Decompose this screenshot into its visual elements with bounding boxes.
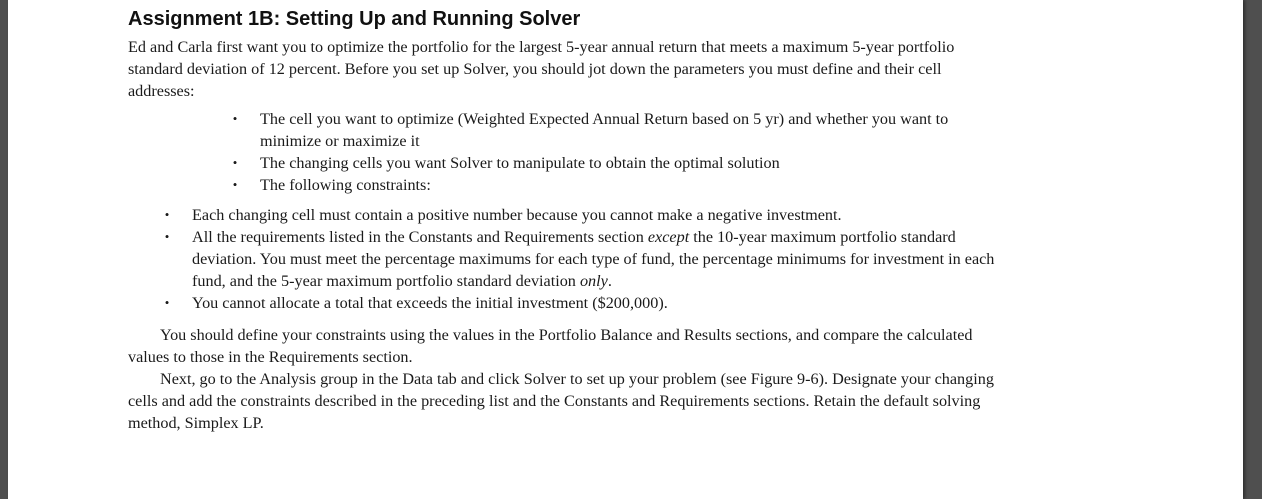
document-content (128, 7, 998, 434)
list-item-text: The cell you want to optimize (Weighted Expected Annual Return based on 5 yr) and whether you want to minimize or maximize it (260, 110, 949, 150)
list-item-text-part: All the requirements listed in the Constants and Requirements section (192, 228, 648, 246)
list-item (160, 292, 998, 314)
constraints-paragraph: You should define your constraints using the values in the Portfolio Balance and Results sections, and compare the calculated values to those in the Requirements section. (128, 326, 973, 366)
list-item (160, 226, 998, 292)
list-item-text: The following constraints: (260, 176, 431, 194)
list-item (228, 108, 998, 152)
bullet-icon: • (232, 177, 238, 192)
list-item-text: You cannot allocate a total that exceeds the initial investment ($200,000). (192, 294, 668, 312)
emphasis-text: only (579, 272, 608, 290)
parameter-list (228, 108, 998, 196)
emphasis-text: except (647, 228, 690, 246)
bullet-icon: • (232, 155, 238, 170)
list-item-text: Each changing cell must contain a positive number because you cannot make a negative investment. (192, 206, 842, 224)
list-item-text (192, 228, 994, 290)
list-item-text-part: . (607, 272, 612, 290)
list-item (228, 152, 998, 174)
solver-setup-paragraph: Next, go to the Analysis group in the Data tab and click Solver to set up your problem (see Figure 9-6). Designate your changing cells and add the constraints described in the preceding list and the Constants and Requirements sections. Retain the default solving method, Simplex LP. (128, 370, 994, 432)
list-item (228, 174, 998, 196)
bullet-icon: • (164, 229, 170, 244)
list-item-text: The changing cells you want Solver to manipulate to obtain the optimal solution (260, 154, 780, 172)
document-page (8, 0, 1243, 499)
bullet-icon: • (232, 111, 238, 126)
list-item (160, 204, 998, 226)
intro-paragraph: Ed and Carla first want you to optimize the portfolio for the largest 5-year annual return that meets a maximum 5-year portfolio standard deviation of 12 percent. Before you set up Solver, you should jot down the parameters you must define and their cell addresses: (128, 38, 955, 100)
bullet-icon: • (164, 295, 170, 310)
list-item-text-part: the 10-year maximum portfolio standard deviation. You must meet the percentage maximums for each type of fund, the percentage minimums for investment in each fund, and the 5-year maximum portfolio standard deviation (192, 228, 995, 290)
assignment-heading: Assignment 1B: Setting Up and Running Solver (128, 8, 581, 30)
bullet-icon: • (164, 207, 170, 222)
constraint-list (160, 204, 998, 314)
